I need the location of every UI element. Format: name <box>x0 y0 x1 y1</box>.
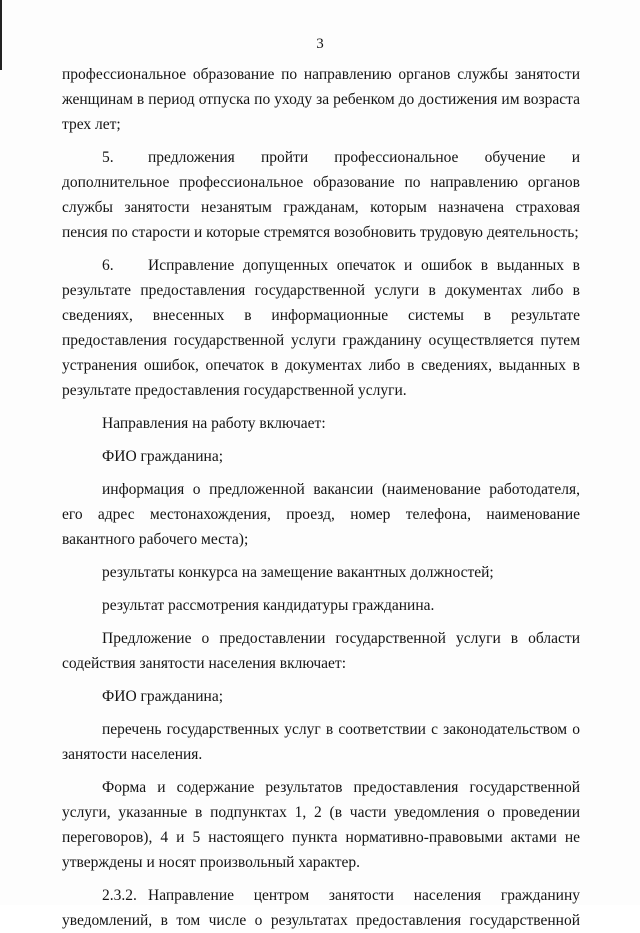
scan-edge-mark <box>0 0 2 70</box>
page-number: 3 <box>316 36 324 52</box>
paragraph <box>62 775 580 875</box>
item-number: 5. <box>102 149 114 166</box>
paragraph-text: Исправление допущенных опечаток и ошибок в выданных в результате предоставления государственной услуги в документах либо в сведениях, внесенных в информационные системы в результате предоставления государственной услуги гражданину осуществляется путем устранения ошибок, опечаток в документах либо в сведениях, выданных в результате предоставления государственной услуги. <box>62 257 580 399</box>
document-body <box>62 62 580 933</box>
paragraph <box>62 444 580 469</box>
paragraph <box>62 477 580 552</box>
paragraph-text: Форма и содержание результатов предоставления государственной услуги, указанные в подпунктах 1, 2 (в части уведомления о проведении переговоров), 4 и 5 настоящего пункта нормативно-правовыми актами не утверждены и носят произвольный характер. <box>62 779 580 871</box>
paragraph <box>62 560 580 585</box>
paragraph-text: Направления на работу включает: <box>102 415 326 432</box>
item-number: 6. <box>102 257 114 274</box>
paragraph-text: перечень государственных услуг в соответствии с законодательством о занятости населения. <box>62 721 580 763</box>
paragraph <box>62 411 580 436</box>
paragraph-text: результаты конкурса на замещение вакантных должностей; <box>102 564 494 581</box>
paragraph <box>62 717 580 767</box>
paragraph-continuation <box>62 62 580 137</box>
paragraph-text: информация о предложенной вакансии (наименование работодателя, его адрес местонахождения, проезд, номер телефона, наименование вакантного рабочего места); <box>62 481 580 548</box>
paragraph-item-2-3-2 <box>62 883 580 933</box>
paragraph <box>62 684 580 709</box>
paragraph <box>62 593 580 618</box>
paragraph-text: Предложение о предоставлении государственной услуги в области содействия занятости населения включает: <box>62 630 580 672</box>
paragraph-text: результат рассмотрения кандидатуры гражданина. <box>102 597 435 614</box>
paragraph-text: ФИО гражданина; <box>102 688 224 705</box>
paragraph <box>62 626 580 676</box>
paragraph-item-5 <box>62 145 580 245</box>
paragraph-text: ФИО гражданина; <box>102 448 224 465</box>
item-number: 2.3.2. <box>102 887 137 904</box>
paragraph-text: профессиональное образование по направлению органов службы занятости женщинам в период отпуска по уходу за ребенком до достижения им возраста трех лет; <box>62 66 580 133</box>
paragraph-item-6 <box>62 253 580 403</box>
paragraph-text: Направление центром занятости населения гражданину уведомлений, в том числе о результатах предоставления государственной <box>62 887 580 929</box>
paragraph-text: предложения пройти профессиональное обучение и дополнительное профессиональное образование по направлению органов службы занятости незанятым гражданам, которым назначена страховая пенсия по старости и которые стремятся возобновить трудовую деятельность; <box>62 149 580 241</box>
